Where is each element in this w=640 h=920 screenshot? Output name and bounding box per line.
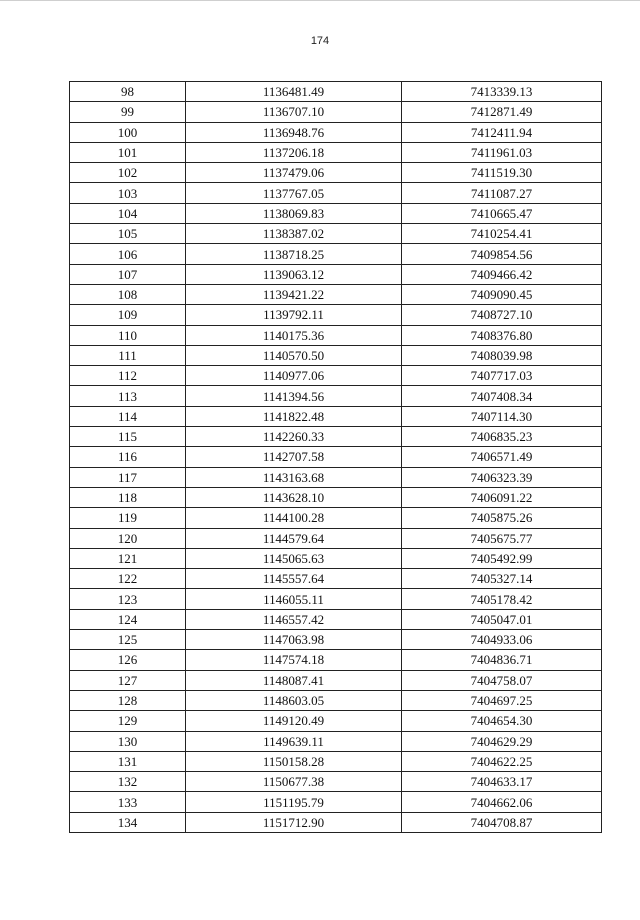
x-coordinate-cell: 1145557.64 [186,569,402,589]
y-coordinate-cell: 7407717.03 [402,366,602,386]
table-row [70,650,602,670]
x-coordinate-cell: 1147574.18 [186,650,402,670]
y-coordinate-cell: 7406091.22 [402,487,602,507]
y-coordinate-cell: 7408039.98 [402,345,602,365]
x-coordinate-cell: 1148603.05 [186,690,402,710]
table-row [70,589,602,609]
y-coordinate-cell: 7405875.26 [402,508,602,528]
page-number: 174 [310,35,330,47]
table-row [70,609,602,629]
x-coordinate-cell: 1138387.02 [186,224,402,244]
y-coordinate-cell: 7405675.77 [402,528,602,548]
table-row [70,508,602,528]
y-coordinate-cell: 7404633.17 [402,772,602,792]
coordinates-table-body [70,82,602,833]
y-coordinate-cell: 7408376.80 [402,325,602,345]
x-coordinate-cell: 1145065.63 [186,548,402,568]
point-number-cell: 119 [70,508,186,528]
table-row [70,548,602,568]
y-coordinate-cell: 7407408.34 [402,386,602,406]
y-coordinate-cell: 7404629.29 [402,731,602,751]
x-coordinate-cell: 1137767.05 [186,183,402,203]
table-row [70,812,602,832]
y-coordinate-cell: 7410665.47 [402,203,602,223]
table-row [70,102,602,122]
y-coordinate-cell: 7406323.39 [402,467,602,487]
y-coordinate-cell: 7407114.30 [402,406,602,426]
x-coordinate-cell: 1151712.90 [186,812,402,832]
x-coordinate-cell: 1141822.48 [186,406,402,426]
y-coordinate-cell: 7404654.30 [402,711,602,731]
y-coordinate-cell: 7411961.03 [402,142,602,162]
point-number-cell: 103 [70,183,186,203]
x-coordinate-cell: 1148087.41 [186,670,402,690]
table-row [70,427,602,447]
table-row [70,325,602,345]
x-coordinate-cell: 1147063.98 [186,630,402,650]
point-number-cell: 131 [70,751,186,771]
coordinates-table [69,81,602,833]
y-coordinate-cell: 7411519.30 [402,163,602,183]
table-row [70,731,602,751]
x-coordinate-cell: 1140977.06 [186,366,402,386]
table-row [70,670,602,690]
y-coordinate-cell: 7409854.56 [402,244,602,264]
y-coordinate-cell: 7405178.42 [402,589,602,609]
point-number-cell: 112 [70,366,186,386]
point-number-cell: 104 [70,203,186,223]
point-number-cell: 124 [70,609,186,629]
table-row [70,690,602,710]
y-coordinate-cell: 7405047.01 [402,609,602,629]
y-coordinate-cell: 7412871.49 [402,102,602,122]
y-coordinate-cell: 7412411.94 [402,122,602,142]
x-coordinate-cell: 1150158.28 [186,751,402,771]
y-coordinate-cell: 7408727.10 [402,305,602,325]
table-row [70,711,602,731]
point-number-cell: 133 [70,792,186,812]
y-coordinate-cell: 7406571.49 [402,447,602,467]
point-number-cell: 134 [70,812,186,832]
table-row [70,82,602,102]
table-row [70,122,602,142]
table-row [70,386,602,406]
x-coordinate-cell: 1140175.36 [186,325,402,345]
point-number-cell: 107 [70,264,186,284]
point-number-cell: 118 [70,487,186,507]
x-coordinate-cell: 1139063.12 [186,264,402,284]
x-coordinate-cell: 1143163.68 [186,467,402,487]
x-coordinate-cell: 1139421.22 [186,284,402,304]
table-row [70,183,602,203]
point-number-cell: 98 [70,82,186,102]
y-coordinate-cell: 7410254.41 [402,224,602,244]
x-coordinate-cell: 1149639.11 [186,731,402,751]
x-coordinate-cell: 1144579.64 [186,528,402,548]
x-coordinate-cell: 1137206.18 [186,142,402,162]
scan-edge-line [0,0,640,1]
point-number-cell: 110 [70,325,186,345]
x-coordinate-cell: 1142707.58 [186,447,402,467]
point-number-cell: 101 [70,142,186,162]
x-coordinate-cell: 1144100.28 [186,508,402,528]
y-coordinate-cell: 7409090.45 [402,284,602,304]
x-coordinate-cell: 1146055.11 [186,589,402,609]
table-row [70,345,602,365]
point-number-cell: 106 [70,244,186,264]
y-coordinate-cell: 7404697.25 [402,690,602,710]
table-row [70,406,602,426]
point-number-cell: 128 [70,690,186,710]
x-coordinate-cell: 1143628.10 [186,487,402,507]
x-coordinate-cell: 1146557.42 [186,609,402,629]
point-number-cell: 122 [70,569,186,589]
point-number-cell: 100 [70,122,186,142]
point-number-cell: 117 [70,467,186,487]
x-coordinate-cell: 1136481.49 [186,82,402,102]
table-row [70,224,602,244]
table-row [70,447,602,467]
x-coordinate-cell: 1142260.33 [186,427,402,447]
y-coordinate-cell: 7404662.06 [402,792,602,812]
y-coordinate-cell: 7413339.13 [402,82,602,102]
table-row [70,244,602,264]
table-row [70,487,602,507]
point-number-cell: 127 [70,670,186,690]
table-row [70,467,602,487]
table-row [70,569,602,589]
x-coordinate-cell: 1149120.49 [186,711,402,731]
table-row [70,163,602,183]
x-coordinate-cell: 1138069.83 [186,203,402,223]
x-coordinate-cell: 1151195.79 [186,792,402,812]
table-row [70,264,602,284]
x-coordinate-cell: 1136707.10 [186,102,402,122]
point-number-cell: 102 [70,163,186,183]
point-number-cell: 111 [70,345,186,365]
table-row [70,305,602,325]
point-number-cell: 121 [70,548,186,568]
x-coordinate-cell: 1139792.11 [186,305,402,325]
point-number-cell: 130 [70,731,186,751]
x-coordinate-cell: 1138718.25 [186,244,402,264]
table-row [70,630,602,650]
point-number-cell: 115 [70,427,186,447]
x-coordinate-cell: 1137479.06 [186,163,402,183]
y-coordinate-cell: 7405492.99 [402,548,602,568]
point-number-cell: 123 [70,589,186,609]
point-number-cell: 116 [70,447,186,467]
point-number-cell: 120 [70,528,186,548]
point-number-cell: 108 [70,284,186,304]
table-row [70,366,602,386]
y-coordinate-cell: 7406835.23 [402,427,602,447]
point-number-cell: 113 [70,386,186,406]
y-coordinate-cell: 7404708.87 [402,812,602,832]
x-coordinate-cell: 1140570.50 [186,345,402,365]
y-coordinate-cell: 7411087.27 [402,183,602,203]
y-coordinate-cell: 7404933.06 [402,630,602,650]
point-number-cell: 99 [70,102,186,122]
point-number-cell: 109 [70,305,186,325]
table-row [70,751,602,771]
y-coordinate-cell: 7409466.42 [402,264,602,284]
table-row [70,792,602,812]
point-number-cell: 126 [70,650,186,670]
x-coordinate-cell: 1150677.38 [186,772,402,792]
point-number-cell: 132 [70,772,186,792]
point-number-cell: 129 [70,711,186,731]
y-coordinate-cell: 7405327.14 [402,569,602,589]
table-row [70,772,602,792]
table-row [70,203,602,223]
table-row [70,284,602,304]
table-row [70,528,602,548]
y-coordinate-cell: 7404836.71 [402,650,602,670]
point-number-cell: 105 [70,224,186,244]
x-coordinate-cell: 1141394.56 [186,386,402,406]
table-row [70,142,602,162]
point-number-cell: 125 [70,630,186,650]
x-coordinate-cell: 1136948.76 [186,122,402,142]
y-coordinate-cell: 7404622.25 [402,751,602,771]
point-number-cell: 114 [70,406,186,426]
y-coordinate-cell: 7404758.07 [402,670,602,690]
